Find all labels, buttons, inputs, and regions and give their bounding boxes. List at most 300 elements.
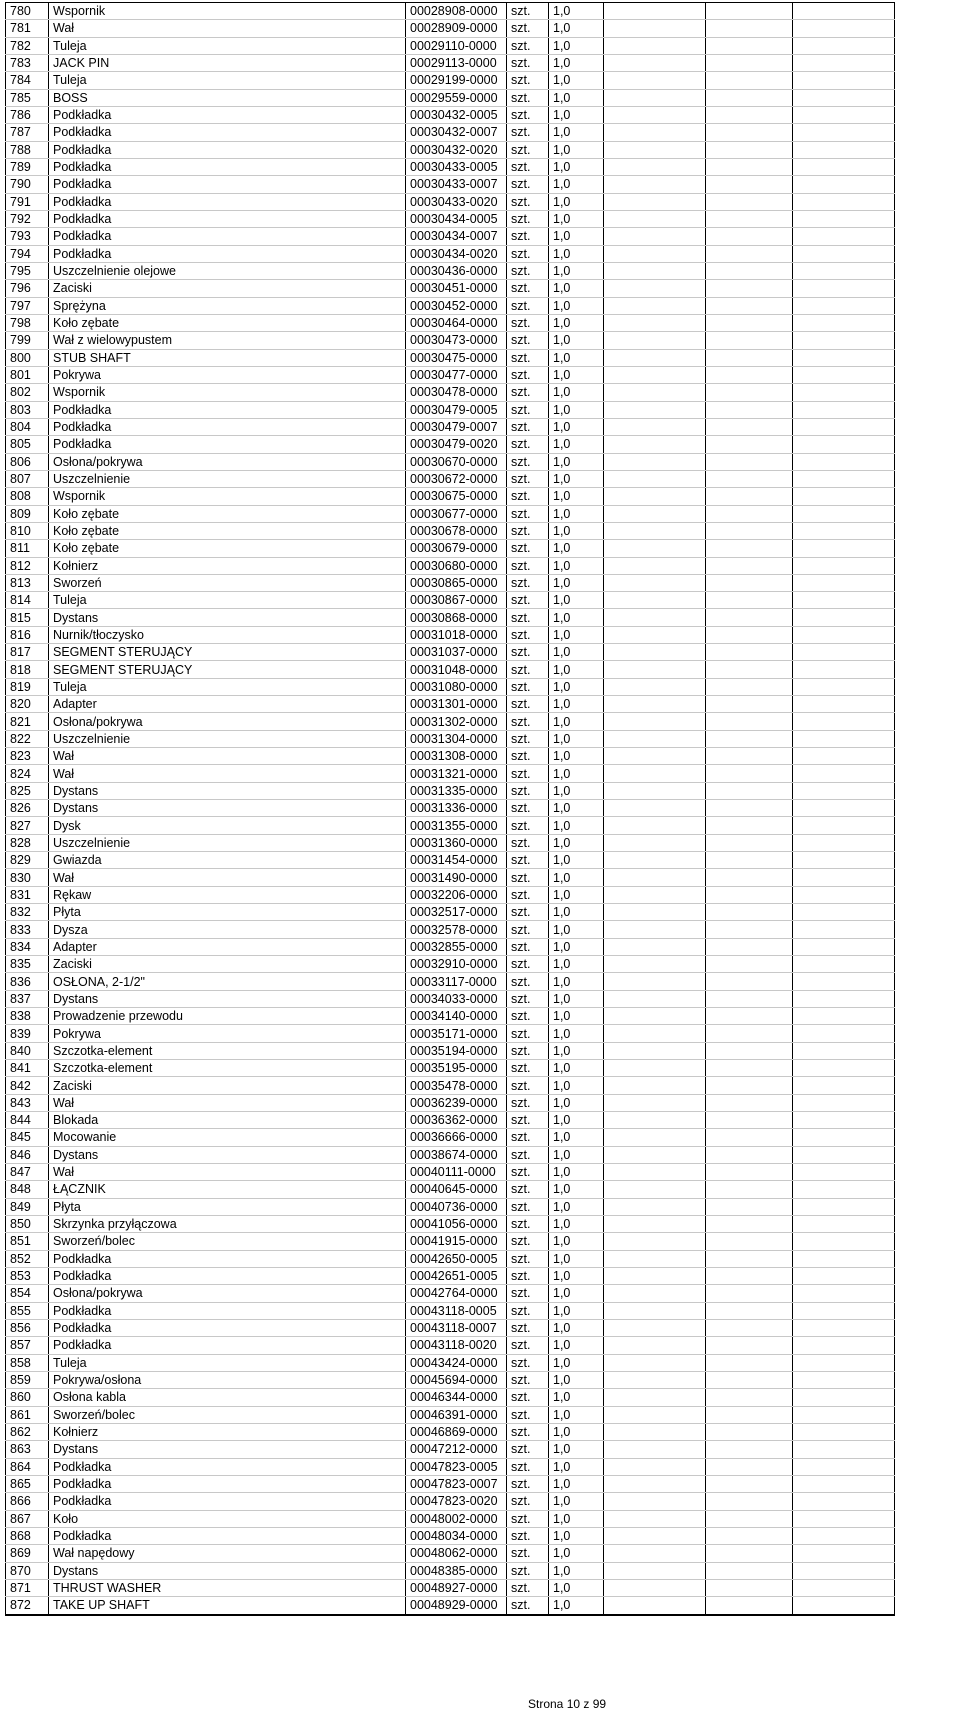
empty-cell [604, 20, 706, 37]
empty-cell [604, 921, 706, 938]
part-code-cell: 00030432-0005 [406, 106, 507, 123]
part-name-cell: Dystans [49, 800, 406, 817]
row-number-cell: 863 [6, 1441, 49, 1458]
quantity-cell: 1,0 [549, 20, 604, 37]
empty-cell [604, 765, 706, 782]
table-row [6, 1163, 895, 1180]
empty-cell [706, 176, 793, 193]
part-name-cell: Płyta [49, 904, 406, 921]
table-row [6, 54, 895, 71]
quantity-cell: 1,0 [549, 644, 604, 661]
quantity-cell: 1,0 [549, 592, 604, 609]
quantity-cell: 1,0 [549, 1198, 604, 1215]
table-row [6, 314, 895, 331]
row-number-cell: 793 [6, 228, 49, 245]
empty-cell [706, 418, 793, 435]
part-code-cell: 00031048-0000 [406, 661, 507, 678]
quantity-cell: 1,0 [549, 297, 604, 314]
part-code-cell: 00036239-0000 [406, 1094, 507, 1111]
empty-cell [604, 280, 706, 297]
empty-cell [706, 280, 793, 297]
part-name-cell: JACK PIN [49, 54, 406, 71]
row-number-cell: 846 [6, 1146, 49, 1163]
row-number-cell: 807 [6, 470, 49, 487]
unit-cell: szt. [507, 1527, 549, 1544]
empty-cell [604, 1129, 706, 1146]
empty-cell [706, 1597, 793, 1615]
part-name-cell: Podkładka [49, 418, 406, 435]
empty-cell [604, 1285, 706, 1302]
empty-cell [793, 973, 895, 990]
row-number-cell: 836 [6, 973, 49, 990]
part-name-cell: Koło [49, 1510, 406, 1527]
unit-cell: szt. [507, 280, 549, 297]
unit-cell: szt. [507, 540, 549, 557]
empty-cell [604, 904, 706, 921]
part-name-cell: Podkładka [49, 1337, 406, 1354]
empty-cell [793, 1094, 895, 1111]
part-name-cell: Podkładka [49, 1250, 406, 1267]
empty-cell [793, 280, 895, 297]
quantity-cell: 1,0 [549, 3, 604, 20]
quantity-cell: 1,0 [549, 1181, 604, 1198]
quantity-cell: 1,0 [549, 54, 604, 71]
part-name-cell: Blokada [49, 1112, 406, 1129]
empty-cell [793, 1042, 895, 1059]
part-code-cell: 00040736-0000 [406, 1198, 507, 1215]
part-name-cell: Szczotka-element [49, 1042, 406, 1059]
table-row [6, 366, 895, 383]
empty-cell [793, 1060, 895, 1077]
empty-cell [706, 834, 793, 851]
unit-cell: szt. [507, 436, 549, 453]
table-row [6, 1579, 895, 1596]
part-name-cell: Dystans [49, 609, 406, 626]
part-name-cell: Tuleja [49, 72, 406, 89]
empty-cell [604, 1441, 706, 1458]
part-name-cell: Rękaw [49, 886, 406, 903]
table-row [6, 817, 895, 834]
empty-cell [793, 1475, 895, 1492]
empty-cell [706, 886, 793, 903]
row-number-cell: 797 [6, 297, 49, 314]
quantity-cell: 1,0 [549, 574, 604, 591]
table-row [6, 973, 895, 990]
part-name-cell: Koło zębate [49, 505, 406, 522]
part-code-cell: 00047212-0000 [406, 1441, 507, 1458]
empty-cell [604, 1042, 706, 1059]
empty-cell [604, 522, 706, 539]
empty-cell [706, 817, 793, 834]
empty-cell [706, 713, 793, 730]
row-number-cell: 844 [6, 1112, 49, 1129]
empty-cell [793, 193, 895, 210]
empty-cell [604, 1597, 706, 1615]
table-row [6, 297, 895, 314]
part-name-cell: Wspornik [49, 488, 406, 505]
empty-cell [604, 1008, 706, 1025]
empty-cell [604, 453, 706, 470]
table-row [6, 176, 895, 193]
part-code-cell: 00028909-0000 [406, 20, 507, 37]
quantity-cell: 1,0 [549, 1163, 604, 1180]
empty-cell [706, 141, 793, 158]
empty-cell [706, 869, 793, 886]
quantity-cell: 1,0 [549, 384, 604, 401]
table-row [6, 626, 895, 643]
part-code-cell: 00033117-0000 [406, 973, 507, 990]
quantity-cell: 1,0 [549, 1008, 604, 1025]
empty-cell [604, 973, 706, 990]
row-number-cell: 862 [6, 1423, 49, 1440]
empty-cell [793, 869, 895, 886]
row-number-cell: 826 [6, 800, 49, 817]
empty-cell [604, 262, 706, 279]
empty-cell [793, 921, 895, 938]
empty-cell [793, 262, 895, 279]
unit-cell: szt. [507, 505, 549, 522]
part-name-cell: Podkładka [49, 1458, 406, 1475]
unit-cell: szt. [507, 210, 549, 227]
empty-cell [604, 384, 706, 401]
row-number-cell: 780 [6, 3, 49, 20]
quantity-cell: 1,0 [549, 401, 604, 418]
quantity-cell: 1,0 [549, 436, 604, 453]
empty-cell [604, 938, 706, 955]
part-code-cell: 00034140-0000 [406, 1008, 507, 1025]
quantity-cell: 1,0 [549, 990, 604, 1007]
empty-cell [793, 626, 895, 643]
unit-cell: szt. [507, 817, 549, 834]
empty-cell [706, 1562, 793, 1579]
empty-cell [706, 765, 793, 782]
quantity-cell: 1,0 [549, 89, 604, 106]
part-name-cell: SEGMENT STERUJĄCY [49, 644, 406, 661]
table-row [6, 1215, 895, 1232]
empty-cell [793, 176, 895, 193]
quantity-cell: 1,0 [549, 782, 604, 799]
part-name-cell: Gwiazda [49, 852, 406, 869]
part-code-cell: 00031321-0000 [406, 765, 507, 782]
empty-cell [706, 609, 793, 626]
empty-cell [793, 834, 895, 851]
part-name-cell: Dystans [49, 990, 406, 1007]
quantity-cell: 1,0 [549, 626, 604, 643]
empty-cell [793, 696, 895, 713]
unit-cell: szt. [507, 1319, 549, 1336]
table-row [6, 540, 895, 557]
part-code-cell: 00030434-0020 [406, 245, 507, 262]
table-row [6, 1562, 895, 1579]
row-number-cell: 828 [6, 834, 49, 851]
unit-cell: szt. [507, 1094, 549, 1111]
unit-cell: szt. [507, 366, 549, 383]
empty-cell [604, 470, 706, 487]
empty-cell [793, 297, 895, 314]
empty-cell [604, 418, 706, 435]
empty-cell [793, 730, 895, 747]
quantity-cell: 1,0 [549, 210, 604, 227]
row-number-cell: 789 [6, 158, 49, 175]
part-name-cell: Wał z wielowypustem [49, 332, 406, 349]
empty-cell [604, 1579, 706, 1596]
empty-cell [706, 37, 793, 54]
part-code-cell: 00040111-0000 [406, 1163, 507, 1180]
part-code-cell: 00030677-0000 [406, 505, 507, 522]
empty-cell [706, 193, 793, 210]
part-code-cell: 00035195-0000 [406, 1060, 507, 1077]
row-number-cell: 792 [6, 210, 49, 227]
quantity-cell: 1,0 [549, 1302, 604, 1319]
part-name-cell: Nurnik/tłoczysko [49, 626, 406, 643]
unit-cell: szt. [507, 1215, 549, 1232]
part-code-cell: 00030473-0000 [406, 332, 507, 349]
unit-cell: szt. [507, 314, 549, 331]
unit-cell: szt. [507, 332, 549, 349]
row-number-cell: 784 [6, 72, 49, 89]
part-code-cell: 00047823-0007 [406, 1475, 507, 1492]
part-name-cell: STUB SHAFT [49, 349, 406, 366]
empty-cell [706, 297, 793, 314]
part-name-cell: Uszczelnienie [49, 470, 406, 487]
empty-cell [706, 904, 793, 921]
empty-cell [793, 314, 895, 331]
quantity-cell: 1,0 [549, 1527, 604, 1544]
part-code-cell: 00030452-0000 [406, 297, 507, 314]
quantity-cell: 1,0 [549, 1112, 604, 1129]
empty-cell [706, 522, 793, 539]
empty-cell [604, 592, 706, 609]
unit-cell: szt. [507, 124, 549, 141]
part-code-cell: 00043118-0007 [406, 1319, 507, 1336]
empty-cell [706, 1267, 793, 1284]
unit-cell: szt. [507, 453, 549, 470]
empty-cell [706, 1406, 793, 1423]
empty-cell [604, 1389, 706, 1406]
part-code-cell: 00032855-0000 [406, 938, 507, 955]
empty-cell [604, 696, 706, 713]
part-code-cell: 00038674-0000 [406, 1146, 507, 1163]
empty-cell [604, 488, 706, 505]
table-row [6, 228, 895, 245]
quantity-cell: 1,0 [549, 332, 604, 349]
empty-cell [793, 1267, 895, 1284]
row-number-cell: 820 [6, 696, 49, 713]
empty-cell [604, 886, 706, 903]
empty-cell [604, 314, 706, 331]
empty-cell [706, 245, 793, 262]
unit-cell: szt. [507, 141, 549, 158]
table-row [6, 713, 895, 730]
quantity-cell: 1,0 [549, 124, 604, 141]
row-number-cell: 833 [6, 921, 49, 938]
part-name-cell: Podkładka [49, 158, 406, 175]
quantity-cell: 1,0 [549, 1060, 604, 1077]
empty-cell [604, 834, 706, 851]
empty-cell [706, 1077, 793, 1094]
unit-cell: szt. [507, 1198, 549, 1215]
part-name-cell: Wał [49, 20, 406, 37]
empty-cell [604, 713, 706, 730]
quantity-cell: 1,0 [549, 522, 604, 539]
table-row [6, 990, 895, 1007]
quantity-cell: 1,0 [549, 1458, 604, 1475]
quantity-cell: 1,0 [549, 158, 604, 175]
row-number-cell: 848 [6, 1181, 49, 1198]
empty-cell [706, 124, 793, 141]
empty-cell [793, 661, 895, 678]
empty-cell [604, 1094, 706, 1111]
row-number-cell: 823 [6, 748, 49, 765]
unit-cell: szt. [507, 661, 549, 678]
row-number-cell: 819 [6, 678, 49, 695]
empty-cell [604, 990, 706, 1007]
part-code-cell: 00047823-0020 [406, 1493, 507, 1510]
row-number-cell: 803 [6, 401, 49, 418]
empty-cell [793, 1389, 895, 1406]
table-row [6, 1475, 895, 1492]
part-name-cell: Wspornik [49, 3, 406, 20]
part-code-cell: 00042764-0000 [406, 1285, 507, 1302]
table-row [6, 1510, 895, 1527]
part-name-cell: Osłona/pokrywa [49, 1285, 406, 1302]
unit-cell: szt. [507, 713, 549, 730]
part-code-cell: 00035194-0000 [406, 1042, 507, 1059]
part-name-cell: Dystans [49, 1146, 406, 1163]
part-name-cell: Dystans [49, 1441, 406, 1458]
empty-cell [706, 1285, 793, 1302]
unit-cell: szt. [507, 72, 549, 89]
empty-cell [706, 557, 793, 574]
empty-cell [604, 141, 706, 158]
row-number-cell: 791 [6, 193, 49, 210]
row-number-cell: 851 [6, 1233, 49, 1250]
page-number: Strona 10 z 99 [528, 1697, 607, 1711]
part-name-cell: Wspornik [49, 384, 406, 401]
unit-cell: szt. [507, 956, 549, 973]
quantity-cell: 1,0 [549, 921, 604, 938]
unit-cell: szt. [507, 1475, 549, 1492]
empty-cell [793, 106, 895, 123]
unit-cell: szt. [507, 1371, 549, 1388]
table-row [6, 661, 895, 678]
row-number-cell: 804 [6, 418, 49, 435]
row-number-cell: 834 [6, 938, 49, 955]
row-number-cell: 843 [6, 1094, 49, 1111]
quantity-cell: 1,0 [549, 765, 604, 782]
part-name-cell: Adapter [49, 696, 406, 713]
part-code-cell: 00030675-0000 [406, 488, 507, 505]
unit-cell: szt. [507, 54, 549, 71]
part-name-cell: Podkładka [49, 1302, 406, 1319]
table-row [6, 574, 895, 591]
empty-cell [706, 748, 793, 765]
part-code-cell: 00031490-0000 [406, 869, 507, 886]
empty-cell [793, 1112, 895, 1129]
empty-cell [793, 817, 895, 834]
table-row [6, 644, 895, 661]
empty-cell [706, 644, 793, 661]
part-code-cell: 00031080-0000 [406, 678, 507, 695]
part-code-cell: 00030679-0000 [406, 540, 507, 557]
part-name-cell: Szczotka-element [49, 1060, 406, 1077]
unit-cell: szt. [507, 1250, 549, 1267]
table-row [6, 1025, 895, 1042]
table-row [6, 557, 895, 574]
table-row [6, 72, 895, 89]
part-code-cell: 00030867-0000 [406, 592, 507, 609]
unit-cell: szt. [507, 1406, 549, 1423]
empty-cell [793, 1527, 895, 1544]
table-row [6, 1112, 895, 1129]
table-row [6, 1302, 895, 1319]
unit-cell: szt. [507, 1597, 549, 1615]
row-number-cell: 831 [6, 886, 49, 903]
part-code-cell: 00031037-0000 [406, 644, 507, 661]
row-number-cell: 835 [6, 956, 49, 973]
part-name-cell: Uszczelnienie olejowe [49, 262, 406, 279]
row-number-cell: 824 [6, 765, 49, 782]
empty-cell [706, 782, 793, 799]
part-name-cell: Podkładka [49, 1319, 406, 1336]
row-number-cell: 849 [6, 1198, 49, 1215]
empty-cell [604, 1510, 706, 1527]
unit-cell: szt. [507, 557, 549, 574]
empty-cell [793, 904, 895, 921]
part-name-cell: Uszczelnienie [49, 730, 406, 747]
empty-cell [706, 852, 793, 869]
part-code-cell: 00030868-0000 [406, 609, 507, 626]
unit-cell: szt. [507, 574, 549, 591]
table-row [6, 748, 895, 765]
part-code-cell: 00028908-0000 [406, 3, 507, 20]
empty-cell [706, 1181, 793, 1198]
unit-cell: szt. [507, 626, 549, 643]
empty-cell [604, 1371, 706, 1388]
part-code-cell: 00030433-0020 [406, 193, 507, 210]
part-code-cell: 00029559-0000 [406, 89, 507, 106]
empty-cell [793, 938, 895, 955]
table-row [6, 1389, 895, 1406]
quantity-cell: 1,0 [549, 1562, 604, 1579]
empty-cell [793, 141, 895, 158]
table-row [6, 453, 895, 470]
unit-cell: szt. [507, 1493, 549, 1510]
part-name-cell: Tuleja [49, 678, 406, 695]
part-code-cell: 00030433-0005 [406, 158, 507, 175]
part-name-cell: Podkładka [49, 436, 406, 453]
table-row [6, 678, 895, 695]
unit-cell: szt. [507, 418, 549, 435]
empty-cell [793, 886, 895, 903]
empty-cell [706, 1008, 793, 1025]
empty-cell [793, 54, 895, 71]
empty-cell [706, 349, 793, 366]
empty-cell [604, 89, 706, 106]
part-name-cell: OSŁONA, 2-1/2" [49, 973, 406, 990]
empty-cell [604, 37, 706, 54]
empty-cell [604, 1215, 706, 1232]
table-row [6, 193, 895, 210]
table-row [6, 1042, 895, 1059]
part-name-cell: Uszczelnienie [49, 834, 406, 851]
part-code-cell: 00030477-0000 [406, 366, 507, 383]
row-number-cell: 794 [6, 245, 49, 262]
table-row [6, 782, 895, 799]
row-number-cell: 806 [6, 453, 49, 470]
empty-cell [706, 1545, 793, 1562]
quantity-cell: 1,0 [549, 1233, 604, 1250]
